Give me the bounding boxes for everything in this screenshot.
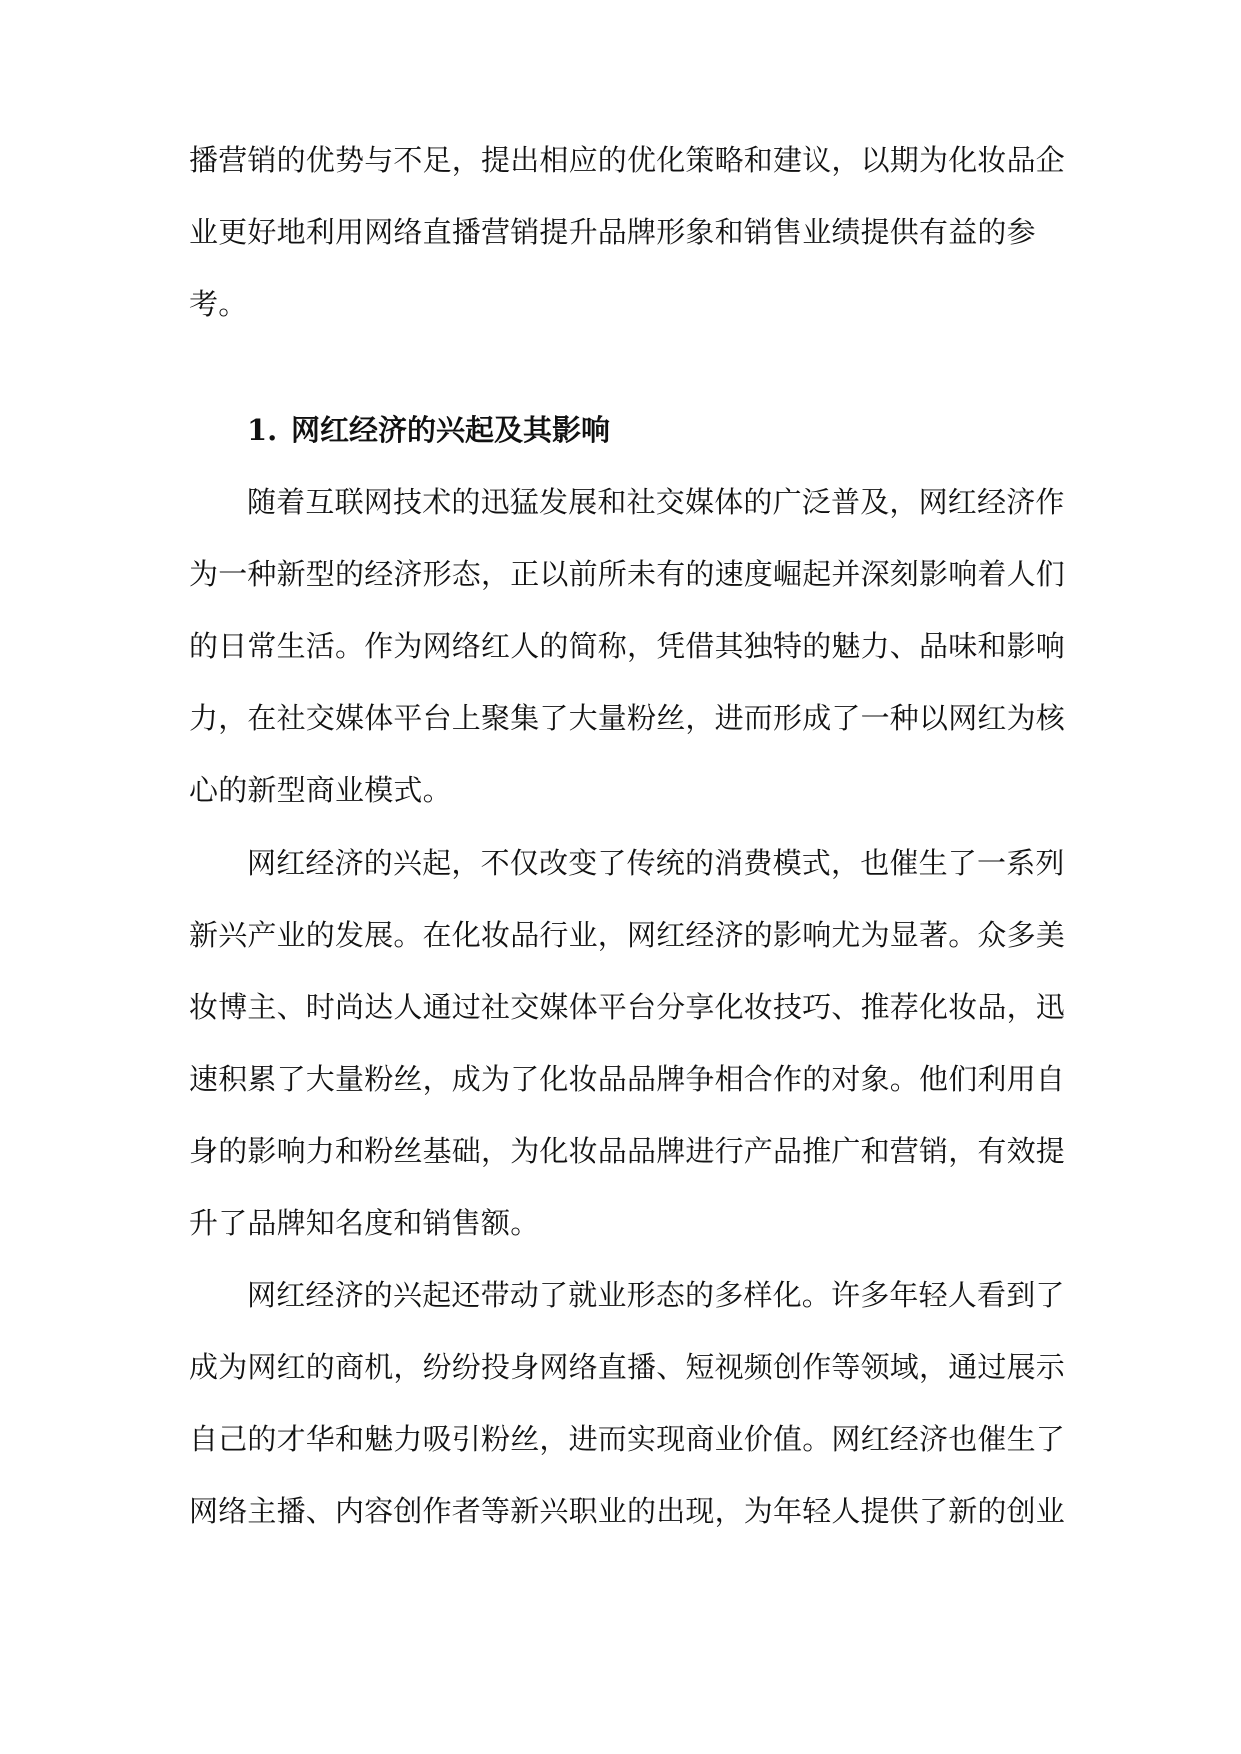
intro-line-2: 业更好地利用网络直播营销提升品牌形象和销售业绩提供有益的参 <box>189 215 1036 249</box>
paragraph1-line-4: 力，在社交媒体平台上聚集了大量粉丝，进而形成了一种以网红为核 <box>189 701 1066 735</box>
section-number: 1. <box>247 413 278 447</box>
section-heading <box>247 412 610 448</box>
paragraph2-line-3: 妆博主、时尚达人通过社交媒体平台分享化妆技巧、推荐化妆品，迅 <box>189 990 1066 1024</box>
intro-line-3: 考。 <box>189 287 248 321</box>
intro-line-1: 播营销的优势与不足，提出相应的优化策略和建议，以期为化妆品企 <box>189 143 1066 177</box>
paragraph2-line-5: 身的影响力和粉丝基础，为化妆品品牌进行产品推广和营销，有效提 <box>189 1134 1066 1168</box>
section-title: 网红经济的兴起及其影响 <box>291 413 611 447</box>
paragraph2-line-2: 新兴产业的发展。在化妆品行业，网红经济的影响尤为显著。众多美 <box>189 918 1066 952</box>
paragraph3-line-4: 网络主播、内容创作者等新兴职业的出现，为年轻人提供了新的创业 <box>189 1494 1066 1528</box>
paragraph3-line-1: 网红经济的兴起还带动了就业形态的多样化。许多年轻人看到了 <box>247 1278 1065 1312</box>
paragraph1-line-2: 为一种新型的经济形态，正以前所未有的速度崛起并深刻影响着人们 <box>189 557 1066 591</box>
paragraph2-line-4: 速积累了大量粉丝，成为了化妆品品牌争相合作的对象。他们利用自 <box>189 1062 1066 1096</box>
paragraph3-line-3: 自己的才华和魅力吸引粉丝，进而实现商业价值。网红经济也催生了 <box>189 1422 1066 1456</box>
paragraph2-line-6: 升了品牌知名度和销售额。 <box>189 1206 540 1240</box>
paragraph1-line-5: 心的新型商业模式。 <box>189 773 452 807</box>
paragraph1-line-1: 随着互联网技术的迅猛发展和社交媒体的广泛普及，网红经济作 <box>247 485 1065 519</box>
paragraph3-line-2: 成为网红的商机，纷纷投身网络直播、短视频创作等领域，通过展示 <box>189 1350 1066 1384</box>
paragraph1-line-3: 的日常生活。作为网络红人的简称，凭借其独特的魅力、品味和影响 <box>189 629 1066 663</box>
paragraph2-line-1: 网红经济的兴起，不仅改变了传统的消费模式，也催生了一系列 <box>247 846 1065 880</box>
